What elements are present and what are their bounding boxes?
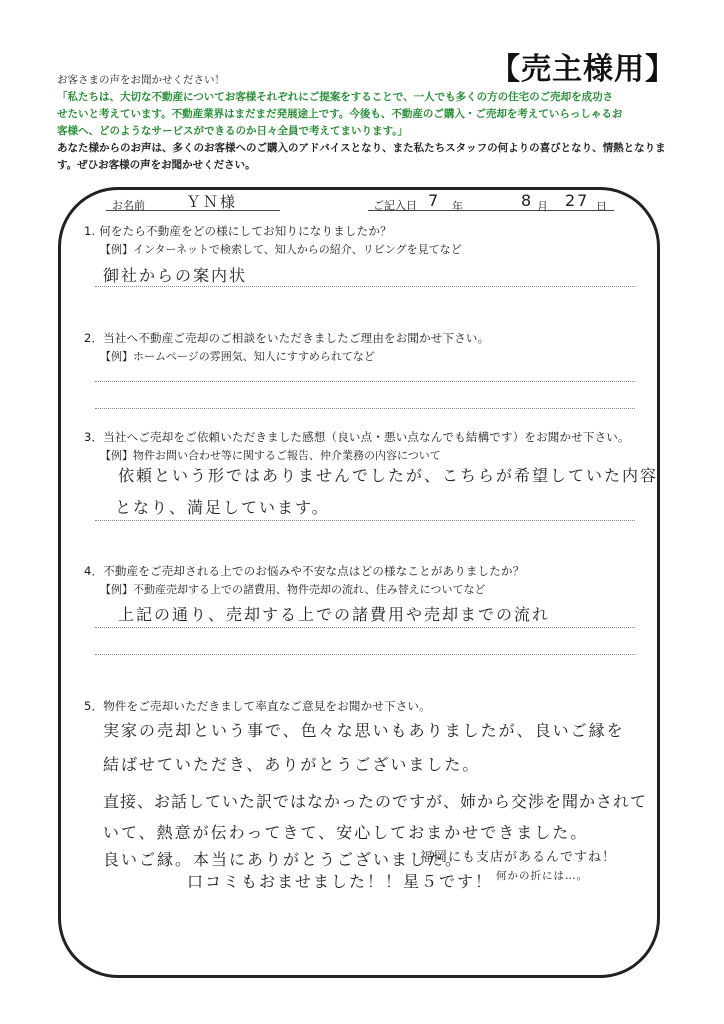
answer-line <box>95 627 635 628</box>
question-1-example: 【例】インターネットで検索して、知人からの紹介、リビングを見てなど <box>100 243 462 256</box>
answer-line <box>95 520 635 521</box>
question-1-answer: 御社からの案内状 <box>103 266 248 285</box>
question-5-answer-line-1: 実家の売却という事で、色々な思いもありましたが、良いご縁を <box>103 721 625 740</box>
question-4: 4．不動産をご売却される上でのお悩みや不安な点はどの様なことがありましたか？ <box>84 564 525 578</box>
question-2: 2．当社へ不動産ご売却のご相談をいただきましたご理由をお聞かせ下さい。 <box>84 331 490 345</box>
year-value: 7 <box>428 191 441 210</box>
question-3-answer-line-2: となり、満足しています。 <box>115 498 330 517</box>
intro-green-line-1: 「私たちは、大切な不動産についてお客様それぞれにご提案をすることで、一人でも多くの方の住宅のご売却を成功さ <box>57 91 614 103</box>
question-5-answer-line-3: 直接、お話していた訳ではなかったのですが、姉から交渉を聞かされて <box>103 792 648 811</box>
question-5-answer-line-2: 結ばせていただき、ありがとうございました。 <box>103 755 481 774</box>
answer-line <box>95 654 635 655</box>
question-5-answer-line-6: 福岡にも支店があるんですね！ <box>420 850 617 865</box>
question-5-answer-line-4: いて、熱意が伝わってきて、安心しておまかせできました。 <box>103 823 589 842</box>
day-value: 27 <box>565 191 590 210</box>
answer-line <box>95 381 635 382</box>
question-2-example: 【例】ホームページの雰囲気、知人にすすめられてなど <box>100 350 375 363</box>
intro-green-line-3: 客様へ、どのようなサービスができるのか日々全員で考えてまいります。」 <box>57 125 408 137</box>
question-5: 5．物件をご売却いただきまして率直なご意見をお聞かせ下さい。 <box>84 699 431 713</box>
answer-line <box>95 408 635 409</box>
question-4-answer: 上記の通り、売却する上での諸費用や売却までの流れ <box>118 605 551 624</box>
question-3-example: 【例】物件お問い合わせ等に関するご報告、仲介業務の内容について <box>100 449 441 462</box>
name-label: お名前 <box>112 199 145 212</box>
intro-dark-line-2: す。ぜひお客様の声をお聞かせください。 <box>57 159 256 171</box>
intro-green-line-2: せたいと考えています。不動産業界はまだまだ発展途上です。今後も、不動産のご購入・ご売却を考えていらっしゃるお <box>57 108 623 120</box>
seller-title: 【売主様用】 <box>490 52 676 87</box>
intro-dark-line-1: あなた様からのお声は、多くのお客様へのご購入のアドバイスとなり、また私たちスタッフの何よりの喜びとなり、情熱となりま <box>57 142 666 154</box>
day-unit: 日 <box>596 200 607 213</box>
month-value: 8 <box>521 191 534 210</box>
question-5-answer-line-8: 何かの折には…。 <box>496 870 588 882</box>
question-5-answer-line-5: 良いご縁。本当にありがとうございました。 <box>103 850 464 869</box>
month-unit: 月 <box>537 200 548 213</box>
intro-heading: お客さまの声をお聞かせください！ <box>57 74 225 86</box>
question-5-answer-line-7: 口コミもおませました！！星５です！ <box>187 872 494 891</box>
year-unit: 年 <box>452 200 463 213</box>
name-value: ＹＮ様 <box>186 193 238 211</box>
date-underline <box>368 210 614 211</box>
question-4-example: 【例】不動産売却する上での諸費用、物件売却の流れ、住み替えについてなど <box>100 583 486 596</box>
question-3: 3．当社へご売却をご依頼いただきました感想（良い点・悪い点なんでも結構です）をお聞かせ下さい。 <box>84 430 630 444</box>
question-1: 1. 何をたら不動産をどの様にしてお知りになりましたか？ <box>84 224 392 238</box>
name-underline <box>106 210 280 211</box>
answer-line <box>95 286 635 287</box>
question-3-answer-line-1: 依頼という形ではありませんでしたが、こちらが希望していた内容 <box>118 466 659 485</box>
date-label: ご記入日 <box>373 199 417 212</box>
